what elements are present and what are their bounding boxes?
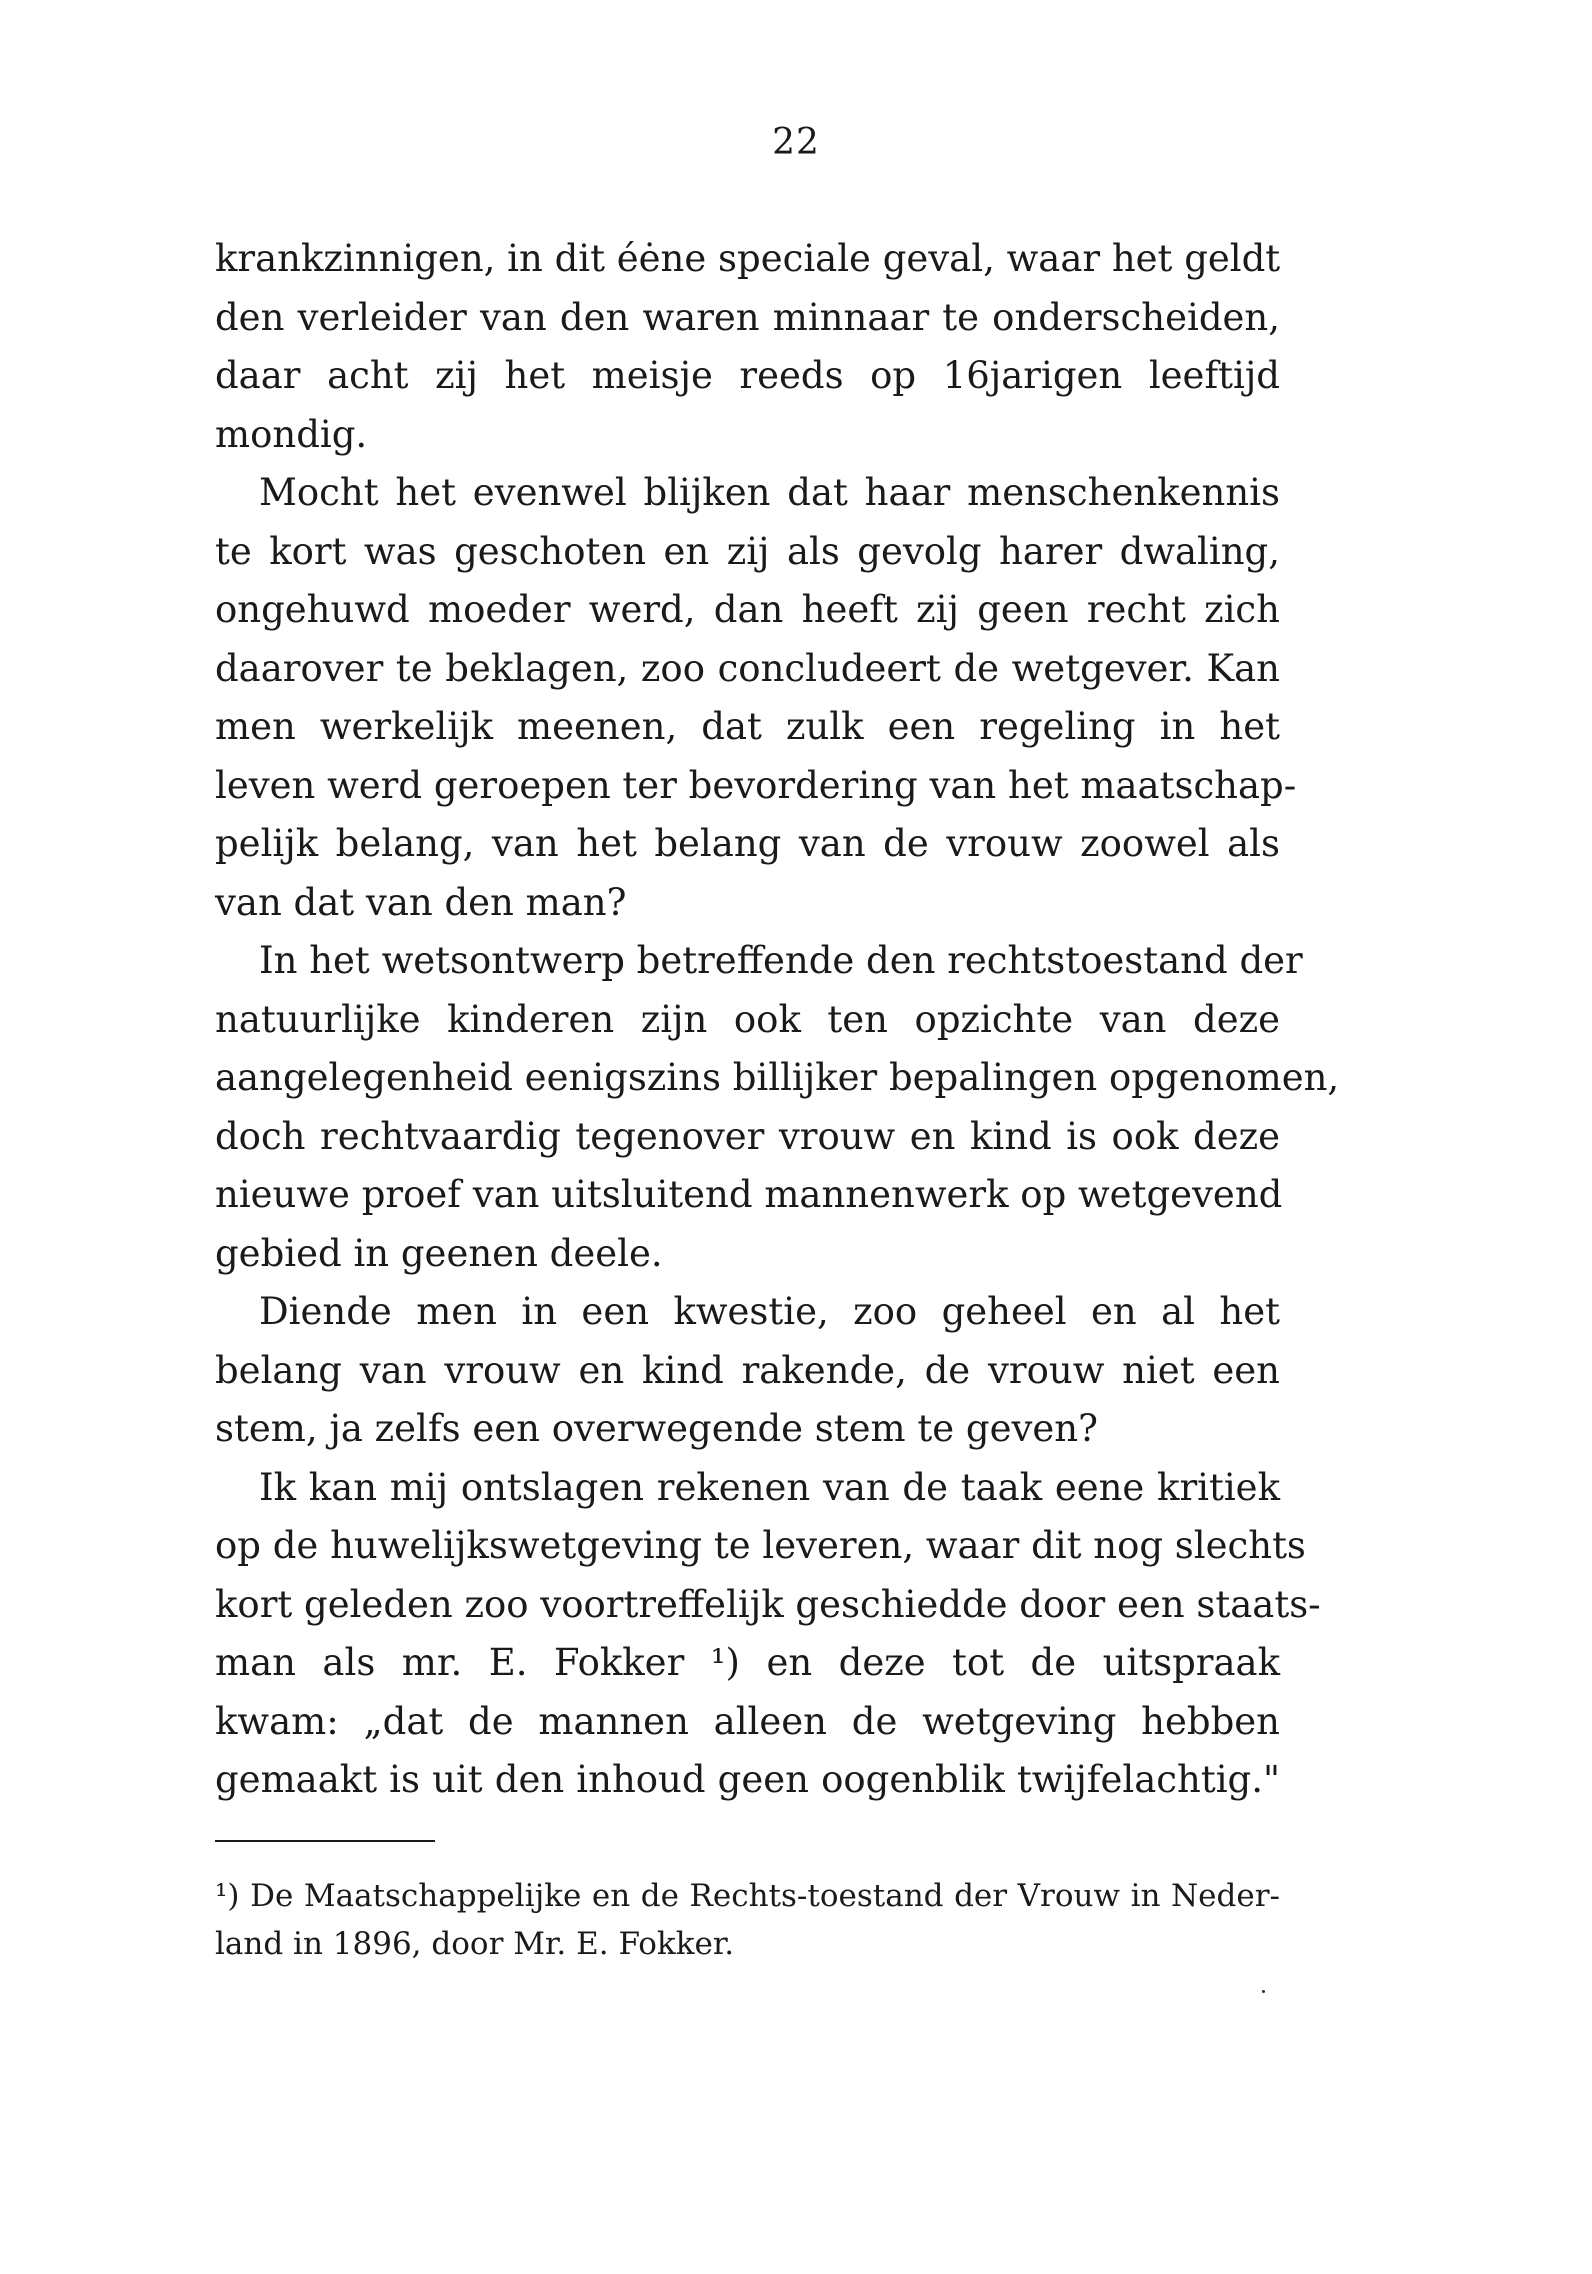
text-line: kwam: „dat de mannen alleen de wetgeving hebben	[215, 1699, 1280, 1743]
text-line: ongehuwd moeder werd, dan heeft zij geen recht zich	[215, 588, 1280, 631]
text-line: men werkelijk meenen, dat zulk een regeling in het	[215, 705, 1280, 748]
text-line: van dat van den man?	[215, 880, 627, 924]
text-line: kort geleden zoo voortreffelijk geschiedde door een staats-	[215, 1582, 1321, 1626]
footnotes	[215, 1872, 1280, 1968]
footnote-line: ¹) De Maatschappelijke en de Rechts-toestand der Vrouw in Neder-	[215, 1878, 1280, 1914]
text-line: gebied in geenen deele.	[215, 1231, 663, 1275]
footnote-line: land in 1896, door Mr. E. Fokker.	[215, 1926, 735, 1962]
text-line: belang van vrouw en kind rakende, de vrouw niet een	[215, 1348, 1280, 1392]
text-line: daar acht zij het meisje reeds op 16jarigen leeftijd	[215, 354, 1280, 397]
text-line: op de huwelijkswetgeving te leveren, waar dit nog slechts	[215, 1524, 1306, 1567]
text-line: te kort was geschoten en zij als gevolg harer dwaling,	[215, 529, 1280, 573]
text-line: Ik kan mij ontslagen rekenen van de taak eene kritiek	[259, 1465, 1280, 1509]
footnote-divider	[215, 1840, 435, 1842]
print-speck	[1262, 1990, 1265, 1993]
text-line: pelijk belang, van het belang van de vrouw zoowel als	[215, 822, 1280, 865]
body-text	[215, 230, 1340, 1810]
text-line: aangelegenheid eenigszins billijker bepalingen opgenomen,	[215, 1056, 1340, 1099]
text-line: man als mr. E. Fokker ¹) en deze tot de uitspraak	[215, 1641, 1280, 1684]
text-line: mondig.	[215, 412, 368, 456]
text-line: doch rechtvaardig tegenover vrouw en kind is ook deze	[215, 1114, 1280, 1158]
text-line: krankzinnigen, in dit éėne speciale geval, waar het geldt	[215, 237, 1281, 280]
text-line: gemaakt is uit den inhoud geen oogenblik twijfelachtig."	[215, 1758, 1280, 1801]
text-line: In het wetsontwerp betreffende den rechtstoestand der	[259, 939, 1303, 982]
text-line: leven werd geroepen ter bevordering van het maatschap-	[215, 763, 1297, 807]
text-line: natuurlijke kinderen zijn ook ten opzichte van deze	[215, 997, 1280, 1041]
text-line: Diende men in een kwestie, zoo geheel en al het	[259, 1290, 1280, 1333]
page-number: 22	[772, 122, 820, 163]
text-line: den verleider van den waren minnaar te onderscheiden,	[215, 295, 1280, 339]
text-line: nieuwe proef van uitsluitend mannenwerk op wetgevend	[215, 1173, 1283, 1216]
text-line: Mocht het evenwel blijken dat haar menschenkennis	[259, 471, 1280, 514]
text-line: daarover te beklagen, zoo concludeert de wetgever. Kan	[215, 646, 1280, 690]
text-line: stem, ja zelfs een overwegende stem te geven?	[215, 1407, 1098, 1450]
